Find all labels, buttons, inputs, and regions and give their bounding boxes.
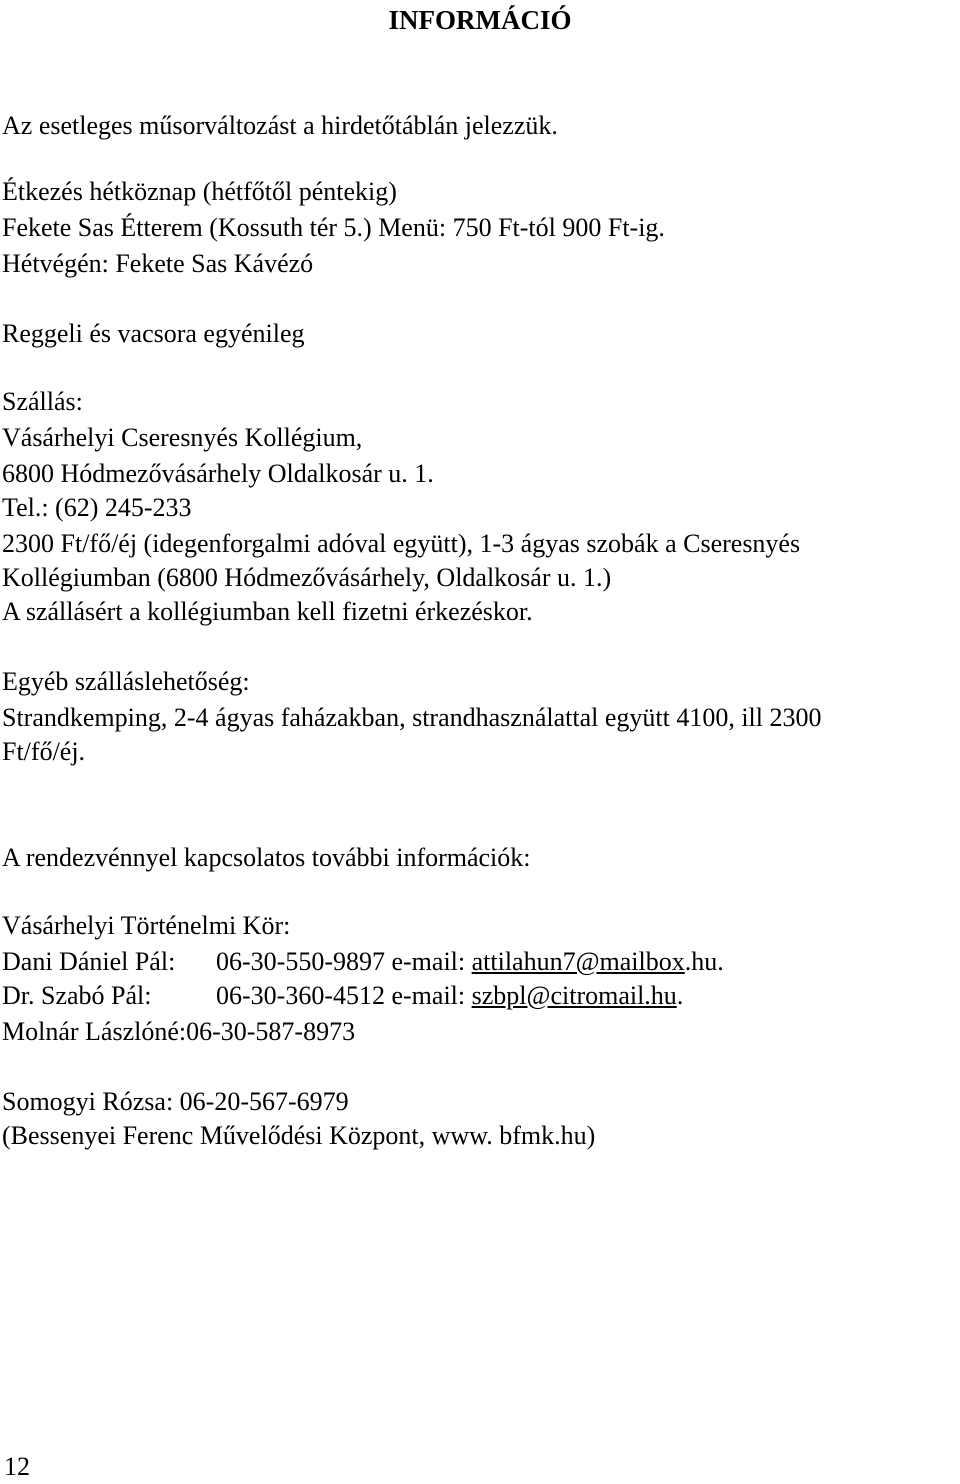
email-tail: .hu. [684, 947, 724, 976]
page-number: 12 [4, 1452, 30, 1481]
accommodation-phone: Tel.: (62) 245-233 [2, 493, 192, 522]
contact-name: Dr. Szabó Pál: [2, 981, 152, 1010]
contact-phone: 06-30-360-4512 [216, 981, 385, 1010]
accommodation-price-line-2: Kollégiumban (6800 Hódmezővásárhely, Oldalkosár u. 1.) [2, 563, 612, 592]
meals-line-1: Étkezés hétköznap (hétfőtől péntekig) [2, 177, 397, 206]
contacts-heading: A rendezvénnyel kapcsolatos további információk: [2, 843, 531, 872]
contact-phone: 06-30-550-9897 [216, 947, 385, 976]
contact-molnar: Molnár Lászlóné:06-30-587-8973 [2, 1017, 356, 1046]
page-title: INFORMÁCIÓ [388, 5, 572, 35]
contact-row [2, 946, 724, 978]
contacts-org: Vásárhelyi Történelmi Kör: [2, 911, 291, 940]
email-tail: . [676, 981, 684, 1010]
contact-somogyi: Somogyi Rózsa: 06-20-567-6979 [2, 1087, 349, 1116]
accommodation-heading: Szállás: [2, 387, 83, 416]
meals-line-2: Fekete Sas Étterem (Kossuth tér 5.) Menü: 750 Ft-tól 900 Ft-ig. [2, 213, 665, 242]
accommodation-name: Vásárhelyi Cseresnyés Kollégium, [2, 423, 363, 452]
accommodation-price-line-1: 2300 Ft/fő/éj (idegenforgalmi adóval együtt), 1-3 ágyas szobák a Cseresnyés [2, 529, 801, 558]
email-link[interactable]: szbpl@citromail.hu [471, 981, 677, 1010]
notice-text: Az esetleges műsorváltozást a hirdetőtáblán jelezzük. [2, 111, 558, 140]
meals-line-3: Hétvégén: Fekete Sas Kávézó [2, 249, 314, 278]
other-accommodation-heading: Egyéb szálláslehetőség: [2, 667, 250, 696]
breakfast-dinner-text: Reggeli és vacsora egyénileg [2, 319, 305, 348]
other-accommodation-line-1: Strandkemping, 2-4 ágyas faházakban, strandhasználattal együtt 4100, ill 2300 [2, 703, 822, 732]
email-label: e-mail: [391, 947, 466, 976]
email-link[interactable]: attilahun7@mailbox [471, 947, 685, 976]
contact-name: Dani Dániel Pál: [2, 947, 176, 976]
accommodation-address: 6800 Hódmezővásárhely Oldalkosár u. 1. [2, 459, 434, 488]
email-label: e-mail: [391, 981, 466, 1010]
contact-row [2, 980, 683, 1012]
accommodation-payment: A szállásért a kollégiumban kell fizetni érkezéskor. [2, 597, 533, 626]
contact-bessenyei: (Bessenyei Ferenc Művelődési Központ, www. bfmk.hu) [2, 1121, 596, 1150]
other-accommodation-line-2: Ft/fő/éj. [2, 737, 86, 766]
